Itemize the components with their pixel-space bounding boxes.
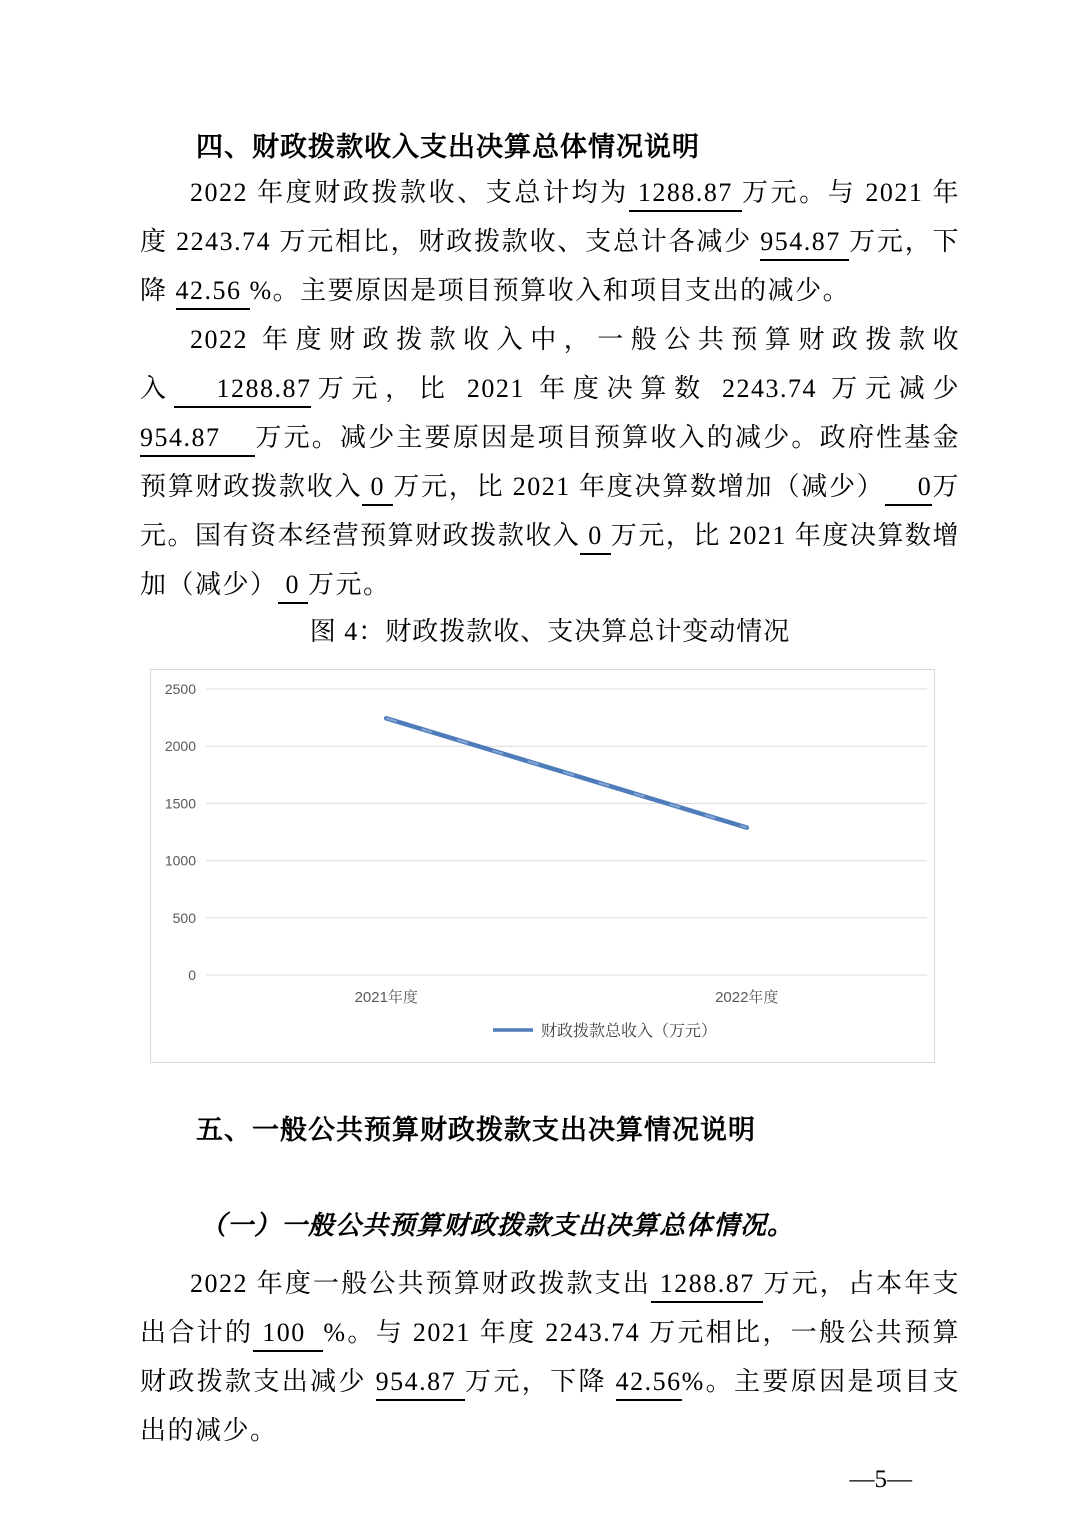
underlined-value: 0 bbox=[362, 472, 393, 506]
x-tick-label: 2021年度 bbox=[354, 989, 418, 1006]
text-segment: %。与 2021 年度 2243.74 万元相比，一般公共预算财政拨款支出减少 bbox=[140, 1318, 960, 1396]
underlined-value: 0 bbox=[885, 472, 933, 506]
text-segment: 万元，占本年支出合计的 bbox=[140, 1269, 960, 1347]
y-tick-label: 0 bbox=[188, 967, 196, 983]
text-segment: 万元。国有资本经营预算财政拨款收 bbox=[140, 472, 960, 550]
figure-caption: 图 4：财政拨款收、支决算总计变动情况 bbox=[309, 617, 791, 646]
underlined-value: 1288.87 bbox=[651, 1269, 763, 1303]
underlined-value: 100 bbox=[253, 1318, 323, 1352]
y-tick-label: 2000 bbox=[164, 738, 196, 755]
paragraph-fiscal-total bbox=[140, 168, 960, 315]
text-segment: 万元，下降 bbox=[140, 227, 960, 305]
text-segment: %。主要原因是项目预算收入和项目支出的减少。 bbox=[249, 276, 851, 305]
underlined-value: 1288.87 bbox=[174, 374, 312, 408]
text-segment: %。主要原因是项目支出的减少。 bbox=[140, 1367, 960, 1445]
underlined-value: 954.87 bbox=[760, 227, 849, 261]
y-tick-label: 1500 bbox=[164, 795, 196, 812]
line-chart bbox=[150, 669, 935, 1063]
text-segment: 万元，比 2021 年度决算数增加（减少） bbox=[140, 521, 960, 599]
text-segment: 2022 年度一般公共预算财政拨款支出 bbox=[190, 1269, 652, 1298]
text-segment: 入 bbox=[552, 521, 581, 550]
paragraph-budget-expense bbox=[140, 1259, 960, 1455]
y-tick-label: 2500 bbox=[164, 681, 196, 697]
page-content bbox=[140, 126, 960, 1497]
underlined-value: 1288.87 bbox=[629, 178, 742, 212]
line-chart-svg bbox=[151, 670, 934, 1062]
underlined-value: 954.87 bbox=[140, 423, 255, 457]
y-tick-label: 1000 bbox=[164, 852, 196, 869]
paragraph-fiscal-income bbox=[140, 315, 960, 609]
underlined-value: 42.56 bbox=[176, 276, 250, 310]
section5-heading: 五、一般公共预算财政拨款支出决算情况说明 bbox=[196, 1115, 756, 1145]
text-segment: 2022 年度财政拨款收入中，一般公共预算财政拨款收入 bbox=[140, 325, 960, 403]
text-segment: 2022 年度财政拨款收、支总计均为 bbox=[190, 178, 629, 207]
legend-label: 财政拨款总收入（万元） bbox=[541, 1023, 718, 1040]
underlined-value: 0 bbox=[278, 570, 309, 604]
underlined-value: 954.87 bbox=[376, 1367, 465, 1401]
section5-subheading: （一）一般公共预算财政拨款支出决算总体情况。 bbox=[200, 1211, 795, 1240]
page-number: —5— bbox=[849, 1466, 912, 1493]
y-tick-label: 500 bbox=[172, 909, 196, 926]
text-segment: 万元，比 2021 年度决算数增加（减少） bbox=[393, 472, 885, 501]
underlined-value: 0 bbox=[580, 521, 611, 555]
text-segment: 万元。 bbox=[308, 570, 391, 599]
text-segment: 万元。与 2021 年度 2243.74 万元相比，财政拨款收、支总计各减少 bbox=[140, 178, 960, 256]
underlined-value: 42.56 bbox=[616, 1367, 682, 1401]
text-segment: 万元，下降 bbox=[465, 1367, 616, 1396]
x-tick-label: 2022年度 bbox=[715, 989, 779, 1006]
text-segment: 万元，比 2021 年度决算数 2243.74 万元减少 bbox=[311, 374, 960, 403]
text-segment: 万元。减少主要原因是项目预算收入的减少。政府性基金预算财政拨款收入 bbox=[140, 423, 960, 501]
section4-heading: 四、财政拨款收入支出决算总体情况说明 bbox=[196, 132, 700, 162]
